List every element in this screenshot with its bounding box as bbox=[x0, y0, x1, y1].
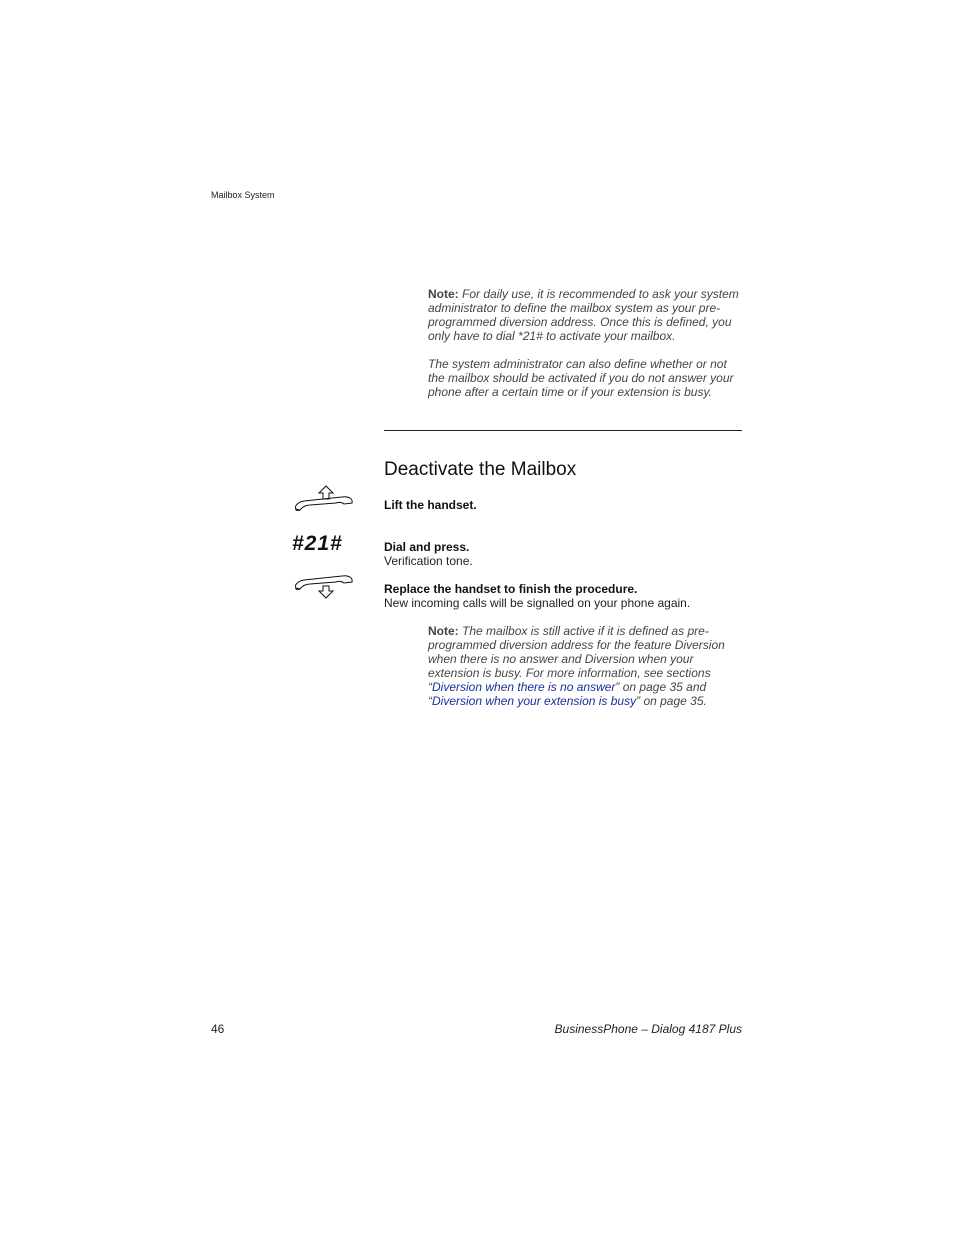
link-diversion-busy[interactable]: Diversion when your extension is busy bbox=[432, 694, 637, 708]
note-text-admin: The system administrator can also define whether or not the mailbox should be activated if you do not answer your phone after a certain time or if your extension is busy. bbox=[428, 357, 734, 399]
running-head: Mailbox System bbox=[211, 190, 275, 200]
step-dial-title: Dial and press. bbox=[384, 540, 470, 554]
note-daily-use bbox=[428, 287, 744, 399]
note-label: Note: bbox=[428, 624, 459, 638]
note-label: Note: bbox=[428, 287, 459, 301]
step-replace-title: Replace the handset to finish the procedure. bbox=[384, 582, 638, 596]
section-heading: Deactivate the Mailbox bbox=[384, 459, 577, 480]
note-text: For daily use, it is recommended to ask your system administrator to define the mailbox system as your pre-programmed diversion address. Once this is defined, you only have to dial *21# to activate your mailbox. bbox=[428, 287, 739, 343]
step-lift-title: Lift the handset. bbox=[384, 498, 477, 512]
product-name: BusinessPhone – Dialog 4187 Plus bbox=[554, 1022, 742, 1036]
page-number: 46 bbox=[211, 1022, 225, 1036]
note-mailbox-active bbox=[428, 624, 744, 708]
replace-handset-icon bbox=[292, 574, 354, 600]
link-diversion-no-answer[interactable]: Diversion when there is no answer bbox=[432, 680, 616, 694]
lift-handset-icon bbox=[292, 484, 354, 512]
step-dial-text: Verification tone. bbox=[384, 554, 473, 568]
step-replace-text: New incoming calls will be signalled on your phone again. bbox=[384, 596, 691, 610]
note-text: ” on page 35. bbox=[636, 694, 707, 708]
section-divider bbox=[384, 430, 742, 431]
note-text: ” on page 35 and “ bbox=[428, 680, 707, 708]
note-text: The mailbox is still active if it is defined as pre-programmed diversion address for the feature Diversion when there is no answer and Diversion when your extension is busy. For more information, see sections “ bbox=[428, 624, 725, 694]
dial-code: #21# bbox=[292, 532, 343, 555]
